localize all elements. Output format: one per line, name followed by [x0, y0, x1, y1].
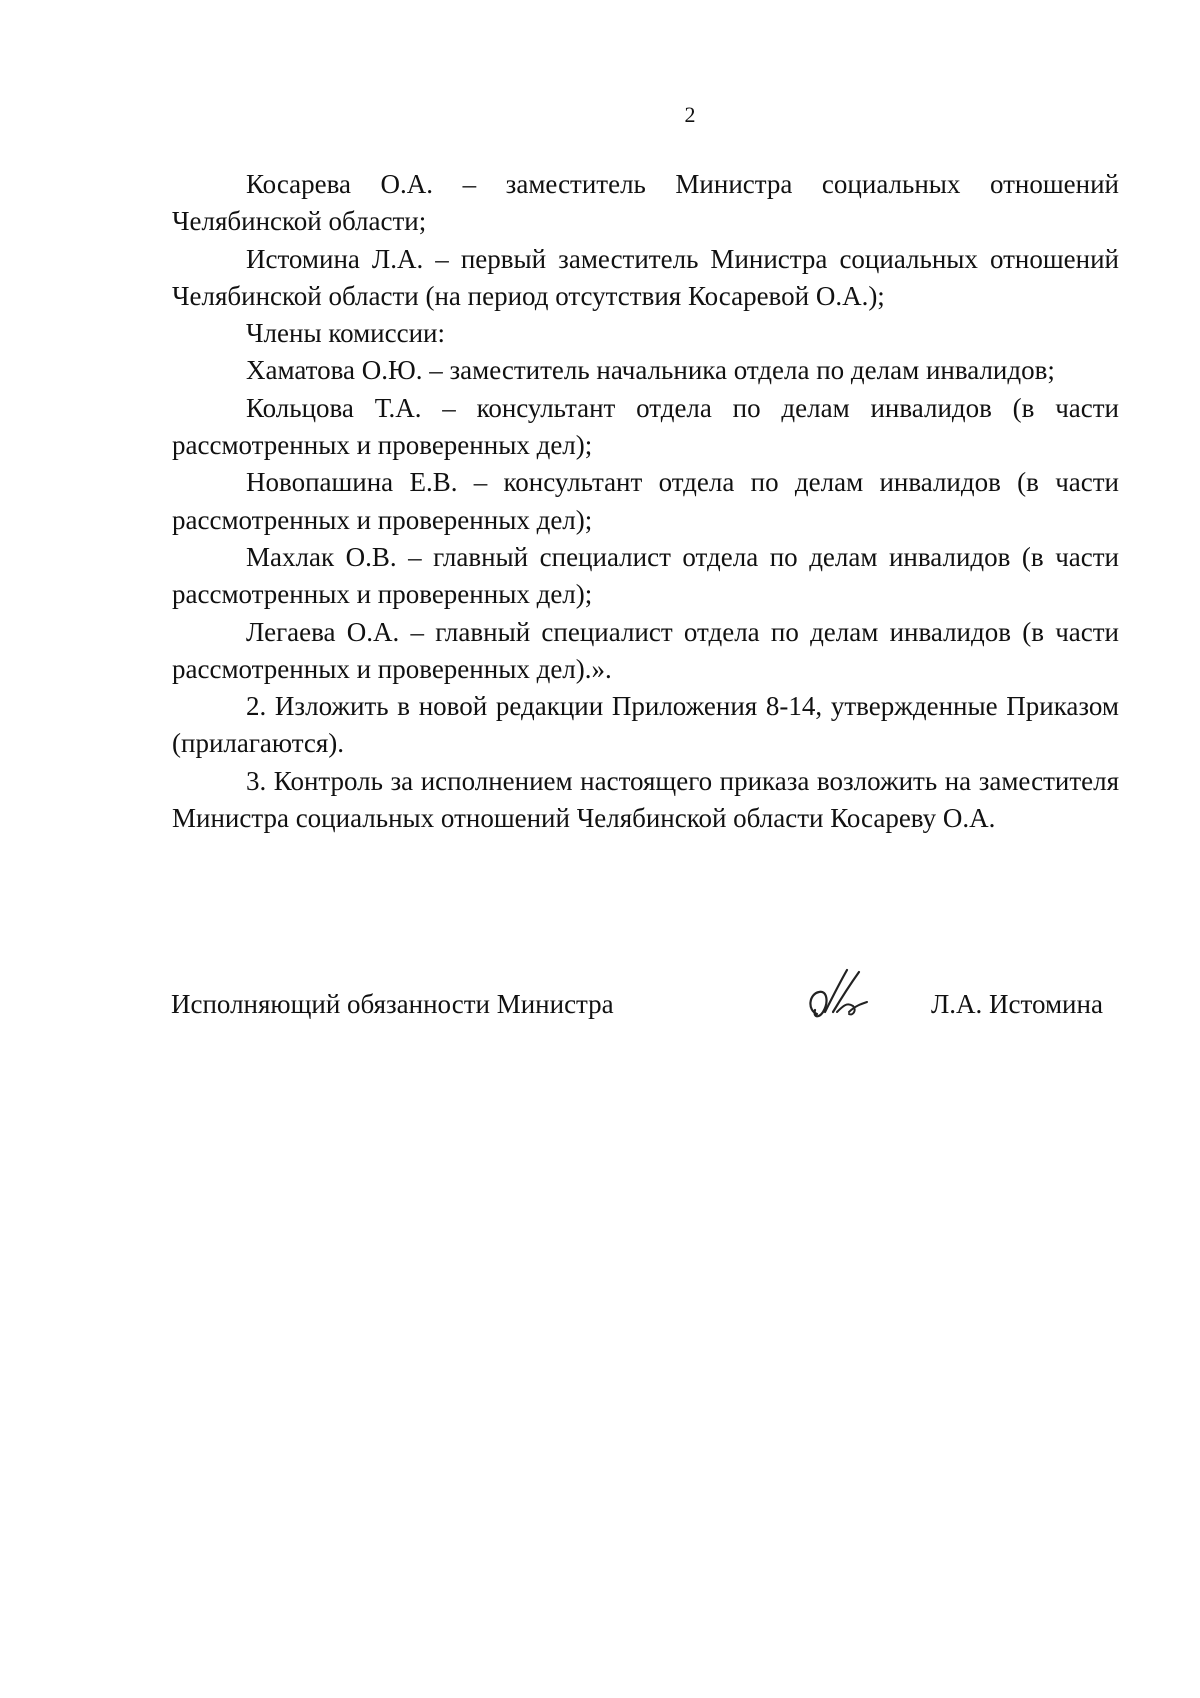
paragraph-item-3: 3. Контроль за исполнением настоящего приказа возложить на заместителя Министра социальных отношений Челябинской области Косареву О.А. [172, 765, 1119, 834]
signatory-title: Исполняющий обязанности Министра [171, 989, 614, 1019]
document-body [172, 166, 1119, 837]
paragraph-kosareva: Косарева О.А. – заместитель Министра социальных отношений Челябинской области; [172, 169, 1119, 237]
paragraph-makhlak: Махлак О.В. – главный специалист отдела по делам инвалидов (в части рассмотренных и проверенных дел); [172, 541, 1119, 610]
paragraph-khamatova: Хаматова О.Ю. – заместитель начальника отдела по делам инвалидов; [246, 355, 1055, 386]
handwritten-signature [803, 962, 873, 1032]
paragraph-koltsova: Кольцова Т.А. – консультант отдела по делам инвалидов (в части рассмотренных и проверенных дел); [172, 392, 1119, 461]
page-number: 2 [684, 102, 696, 127]
paragraph-novopashina: Новопашина Е.В. – консультант отдела по делам инвалидов (в части рассмотренных и проверенных дел); [172, 467, 1119, 535]
paragraph-legaeva: Легаева О.А. – главный специалист отдела по делам инвалидов (в части рассмотренных и проверенных дел).». [172, 616, 1119, 684]
signatory-name: Л.А. Истомина [931, 989, 1103, 1019]
signature-block [171, 980, 1116, 1040]
paragraph-istomina: Истомина Л.А. – первый заместитель Министра социальных отношений Челябинской области (на период отсутствия Косаревой О.А.); [172, 243, 1119, 311]
paragraph-members-heading: Члены комиссии: [246, 318, 445, 349]
paragraph-item-2: 2. Изложить в новой редакции Приложения 8-14, утвержденные Приказом (прилагаются). [172, 691, 1119, 759]
